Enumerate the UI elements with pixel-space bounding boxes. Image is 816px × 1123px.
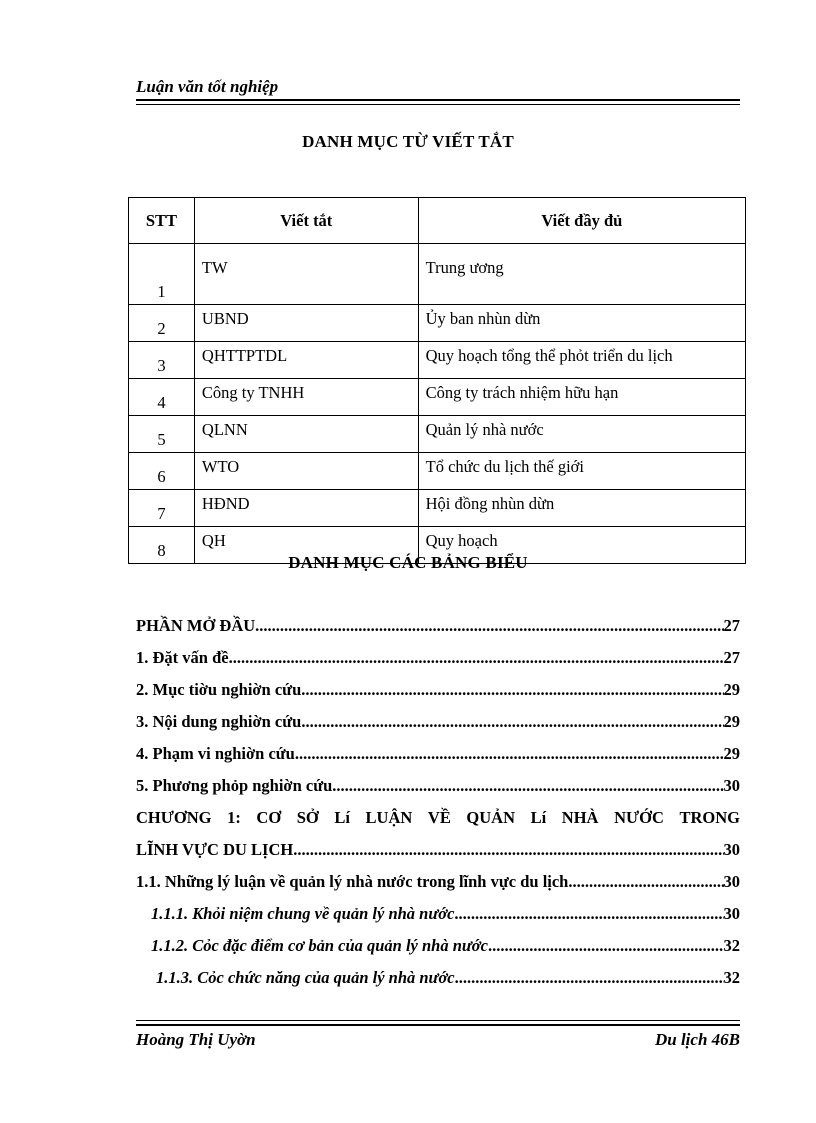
row-number: 2 (129, 305, 195, 342)
toc-entry[interactable] (136, 770, 740, 802)
toc-leader (255, 616, 723, 636)
table-row (129, 490, 746, 527)
row-number: 1 (129, 244, 195, 305)
chapter-word: TRONG (679, 808, 740, 827)
toc-entry-page: 29 (723, 680, 740, 699)
chapter-word: Lí (530, 808, 547, 827)
toc-entry-label: 3. Nội dung nghiờn cứu (136, 712, 302, 731)
toc-entry[interactable] (136, 610, 740, 642)
toc-leader (454, 904, 723, 924)
chapter-word: 1: (227, 808, 241, 827)
row-abbr: QHTTPTDL (194, 342, 418, 379)
toc-leader (568, 872, 723, 892)
toc-entry-label: 1.1.3. Cỏc chức năng của quản lý nhà nước (156, 968, 455, 987)
toc-entry-label: 1.1. Những lý luận về quản lý nhà nước trong lĩnh vực du lịch (136, 872, 569, 891)
row-full: Ủy ban nhùn dừn (418, 305, 745, 342)
header-full: Viết đầy đủ (418, 198, 745, 244)
table-row (129, 453, 746, 490)
toc-entry-page: 29 (723, 712, 740, 731)
row-number: 7 (129, 490, 195, 527)
table-of-contents (136, 610, 740, 994)
header-stt: STT (129, 198, 195, 244)
toc-entry[interactable] (136, 962, 740, 994)
toc-entry[interactable] (136, 834, 740, 866)
toc-entry-label: 1.1.1. Khỏi niệm chung về quản lý nhà nước (151, 904, 455, 923)
toc-entry-page: 29 (723, 744, 740, 763)
toc-leader (295, 744, 724, 764)
footer-author: Hoàng Thị Uyờn (136, 1030, 256, 1049)
header-title: Luận văn tốt nghiệp (136, 77, 279, 96)
footer-rule (136, 1020, 740, 1026)
row-number: 8 (129, 527, 195, 564)
row-abbr: UBND (194, 305, 418, 342)
toc-leader (301, 680, 723, 700)
toc-leader (301, 712, 723, 732)
chapter-word: CHƯƠNG (136, 808, 212, 827)
toc-title: DANH MỤC CÁC BẢNG BIỂU (288, 553, 528, 572)
abbreviations-table (128, 197, 746, 564)
header-abbr: Viết tắt (194, 198, 418, 244)
row-abbr: WTO (194, 453, 418, 490)
row-full: Quản lý nhà nước (418, 416, 745, 453)
row-abbr: QLNN (194, 416, 418, 453)
chapter-word: NHÀ (561, 808, 599, 827)
row-abbr: QH (194, 527, 418, 564)
toc-entry-page: 30 (723, 872, 740, 891)
row-number: 5 (129, 416, 195, 453)
toc-entry-page: 30 (723, 904, 740, 923)
toc-entry-label: PHẦN MỞ ĐẦU (136, 616, 256, 635)
table-header-row (129, 198, 746, 244)
page-footer (136, 1020, 740, 1051)
toc-entry[interactable] (136, 738, 740, 770)
toc-entry[interactable] (136, 898, 740, 930)
toc-entry-label: LĨNH VỰC DU LỊCH (136, 840, 294, 859)
chapter-word: Lí (334, 808, 350, 827)
row-abbr: HĐND (194, 490, 418, 527)
table-row (129, 379, 746, 416)
toc-entry-page: 27 (723, 616, 740, 635)
chapter-word: QUẢN (466, 808, 516, 827)
table-row (129, 244, 746, 305)
toc-entry-page: 32 (723, 968, 740, 987)
header-rule (136, 99, 740, 105)
row-abbr: TW (194, 244, 418, 305)
row-number: 3 (129, 342, 195, 379)
toc-leader (455, 968, 724, 988)
toc-leader (332, 776, 723, 796)
toc-entry-label: 5. Phương phỏp nghiờn cứu (136, 776, 333, 795)
toc-entry-label: 1.1.2. Cỏc đặc điểm cơ bản của quản lý nhà nước (151, 936, 488, 955)
toc-entry-label: 4. Phạm vi nghiờn cứu (136, 744, 295, 763)
table-row (129, 342, 746, 379)
chapter-word: NƯỚC (614, 808, 664, 827)
toc-leader (293, 840, 723, 860)
row-full: Tổ chức du lịch thế giới (418, 453, 745, 490)
row-full: Trung ương (418, 244, 745, 305)
row-abbr: Công ty TNHH (194, 379, 418, 416)
toc-entry-page: 32 (723, 936, 740, 955)
toc-entry-chapter-line[interactable] (136, 802, 740, 834)
toc-entry[interactable] (136, 642, 740, 674)
toc-entry-page: 30 (723, 776, 740, 795)
row-full: Công ty trách nhiệm hữu hạn (418, 379, 745, 416)
toc-entry[interactable] (136, 930, 740, 962)
toc-entry[interactable] (136, 674, 740, 706)
row-full: Hội đồng nhùn dừn (418, 490, 745, 527)
toc-entry[interactable] (136, 866, 740, 898)
toc-leader (229, 648, 724, 668)
toc-entry-page: 27 (723, 648, 740, 667)
chapter-word: VỀ (427, 808, 451, 827)
toc-entry-page: 30 (723, 840, 740, 859)
chapter-word: CƠ (256, 808, 282, 827)
row-number: 4 (129, 379, 195, 416)
row-full: Quy hoạch (418, 527, 745, 564)
toc-leader (488, 936, 724, 956)
abbreviations-title: DANH MỤC TỪ VIẾT TẮT (302, 132, 514, 151)
row-full: Quy hoạch tổng thể phỏt triển du lịch (418, 342, 745, 379)
table-row (129, 305, 746, 342)
chapter-word: SỞ (296, 808, 319, 827)
toc-entry-label: 1. Đặt vấn đề (136, 648, 229, 667)
page-header (136, 76, 740, 105)
footer-class: Du lịch 46B (654, 1030, 740, 1049)
chapter-word: LUẬN (365, 808, 413, 827)
toc-entry-label: 2. Mục tiờu nghiờn cứu (136, 680, 302, 699)
table-row (129, 416, 746, 453)
toc-entry[interactable] (136, 706, 740, 738)
row-number: 6 (129, 453, 195, 490)
